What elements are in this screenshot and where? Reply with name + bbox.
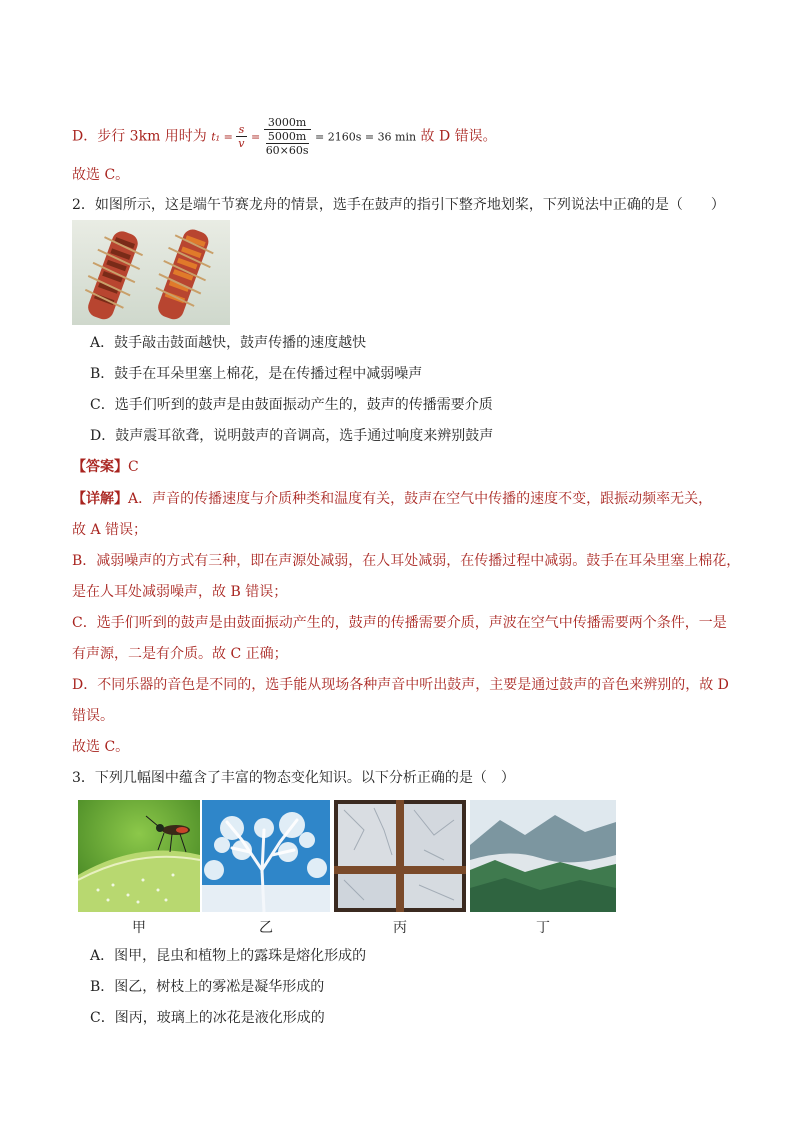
q2-option-b: B．鼓手在耳朵里塞上棉花，是在传播过程中减弱噪声 — [90, 366, 423, 382]
q2-detail-line-5: C．选手们听到的鼓声是由鼓面振动产生的，鼓声的传播需要介质，声波在空气中传播需要两个条件，一是 — [72, 615, 727, 631]
image-bing-frost-window — [334, 800, 466, 912]
q2-choose: 故选 C。 — [72, 739, 130, 755]
answer-value: C — [128, 459, 139, 475]
q2-detail-line-3: B．减弱噪声的方式有三种，即在声源处减弱，在人耳处减弱，在传播过程中减弱。鼓手在耳朵里塞上棉花， — [72, 553, 741, 569]
q2-detail-line-1: 【详解】A．声音的传播速度与介质种类和温度有关，鼓声在空气中传播的速度不变，跟振动频率无关， — [72, 491, 713, 507]
q3-option-c: C．图丙，玻璃上的冰花是液化形成的 — [90, 1010, 325, 1026]
q3-option-b: B．图乙，树枝上的雾凇是凝华形成的 — [90, 979, 325, 995]
t1-symbol: t₁ = — [211, 130, 237, 144]
answer-label: 【答案】 — [72, 459, 128, 475]
q2-detail-line-8: 错误。 — [72, 708, 114, 724]
q1-option-d-line: D．步行 3km 用时为 t₁ = $\frac{s}{v}$ = 3000m 5000m 60×60s = 2160s = 36 min 故 D 错误。 — [72, 116, 497, 157]
image-ding-mist-mountains — [470, 800, 616, 912]
caption-jia: 甲 — [132, 920, 146, 936]
detail-label: 【详解】 — [72, 491, 128, 507]
q2-detail-line-2: 故 A 错误； — [72, 522, 148, 538]
dragon-boat-image — [72, 220, 230, 325]
q2-answer — [72, 457, 139, 477]
q2-option-d: D．鼓声震耳欲聋，说明鼓声的音调高，选手通过响度来辨别鼓声 — [90, 428, 494, 444]
q2-option-c: C．选手们听到的鼓声是由鼓面振动产生的，鼓声的传播需要介质 — [90, 397, 493, 413]
q3-stem: 3．下列几幅图中蕴含了丰富的物态变化知识。以下分析正确的是（ ） — [72, 770, 515, 786]
q2-detail-line-4: 是在人耳处减弱噪声，故 B 错误； — [72, 584, 288, 600]
caption-bing: 丙 — [393, 920, 407, 936]
q2-stem: 2．如图所示，这是端午节赛龙舟的情景，选手在鼓声的指引下整齐地划桨，下列说法中正确的是（ ） — [72, 197, 725, 213]
q1-choose: 故选 C。 — [72, 167, 130, 183]
caption-ding: 丁 — [536, 920, 550, 936]
caption-yi: 乙 — [259, 920, 273, 936]
big-fraction: 3000m 5000m 60×60s — [265, 116, 309, 157]
image-jia-dew-insect — [78, 800, 200, 912]
q1-d-suffix: 故 D 错误。 — [420, 128, 497, 145]
q1-d-prefix: D．步行 3km 用时为 — [72, 128, 207, 145]
q2-option-a: A．鼓手敲击鼓面越快，鼓声传播的速度越快 — [90, 335, 367, 351]
s-over-v-fraction: $\frac{s}{v}$ — [238, 123, 245, 150]
q2-detail-line-6: 有声源，二是有介质。故 C 正确； — [72, 646, 288, 662]
q1-result: = 2160s = 36 min — [315, 130, 417, 144]
image-yi-rime-tree — [202, 800, 330, 912]
q3-option-a: A．图甲，昆虫和植物上的露珠是熔化形成的 — [90, 948, 367, 964]
q2-detail-line-7: D．不同乐器的音色是不同的，选手能从现场各种声音中听出鼓声，主要是通过鼓声的音色来辨别的，故 D — [72, 677, 729, 693]
